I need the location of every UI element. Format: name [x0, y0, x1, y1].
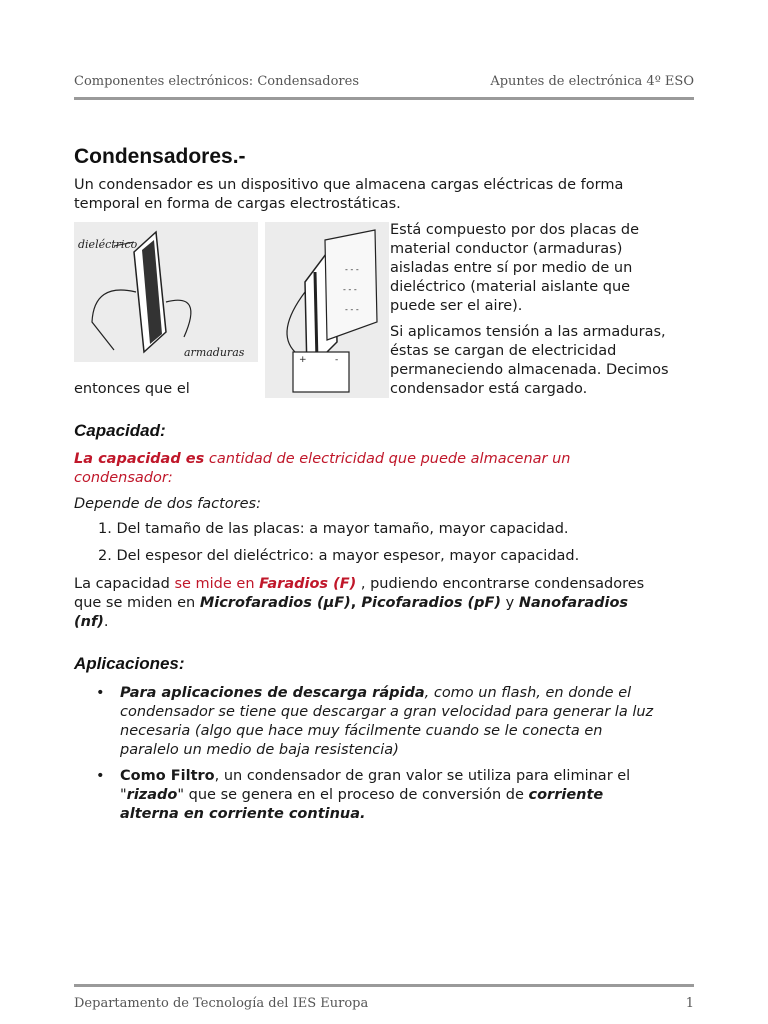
list-item: 1. Del tamaño de las placas: a mayor tamaño, mayor capacidad. [98, 521, 569, 537]
armaduras-label: armaduras [184, 346, 245, 359]
capacidad-def-bold: La capacidad es [74, 451, 205, 467]
svg-text:+: + [299, 355, 307, 365]
charged-capacitor-figure [265, 222, 389, 398]
dielectric-label: dieléctrico [78, 238, 138, 251]
units-line-3: (nf). [74, 614, 109, 630]
svg-text:- - -: - - - [345, 305, 359, 314]
capacitor-plates-figure [74, 222, 258, 362]
list-item: • Como Filtro, un condensador de gran valor se utiliza para eliminar el "rizado" que se genera en el proceso de conversión de corriente alterna en corriente continua. [96, 768, 631, 822]
svg-text:- - -: - - - [345, 265, 359, 274]
svg-text:-: - [335, 355, 339, 365]
header-rule [74, 97, 694, 100]
footer-left: Departamento de Tecnología del IES Europa [74, 996, 369, 1011]
faradios-text: Faradios (F) [259, 576, 357, 592]
capacidad-heading: Capacidad: [74, 421, 166, 440]
units-line-1: La capacidad se mide en Faradios (F) , pudiendo encontrarse condensadores [74, 576, 645, 592]
bullet-icon: • [96, 685, 105, 701]
footer-rule [74, 984, 694, 987]
header-left: Componentes electrónicos: Condensadores [74, 74, 360, 89]
svg-text:- - -: - - - [343, 285, 357, 294]
capacidad-definition-line-1: La capacidad es cantidad de electricidad que puede almacenar un [74, 451, 571, 467]
list-item: 2. Del espesor del dieléctrico: a mayor espesor, mayor capacidad. [98, 548, 580, 564]
page-header [74, 74, 694, 92]
intro-line-2: temporal en forma de cargas electrostáticas. [74, 196, 401, 212]
depends-text: Depende de dos factores: [74, 496, 261, 512]
units-line-2: que se miden en Microfaradios (µF), Picofaradios (pF) y Nanofaradios [74, 595, 629, 611]
side-left-tail: entonces que el [74, 381, 190, 397]
aplicaciones-heading: Aplicaciones: [74, 654, 185, 673]
bullet-icon: • [96, 768, 105, 784]
intro-line-1: Un condensador es un dispositivo que almacena cargas eléctricas de forma [74, 177, 624, 193]
header-right: Apuntes de electrónica 4º ESO [490, 74, 694, 89]
page-footer [74, 996, 694, 1011]
page-number: 1 [685, 996, 694, 1011]
page-title: Condensadores.- [74, 145, 246, 168]
capacidad-definition-line-2: condensador: [74, 470, 173, 486]
list-item: • Para aplicaciones de descarga rápida, como un flash, en donde el condensador se tiene que descargar a gran velocidad para generar la luz necesaria (algo que hace muy fácilmente cuando se le conecta en paralelo un medio de baja resistencia) [96, 685, 654, 758]
